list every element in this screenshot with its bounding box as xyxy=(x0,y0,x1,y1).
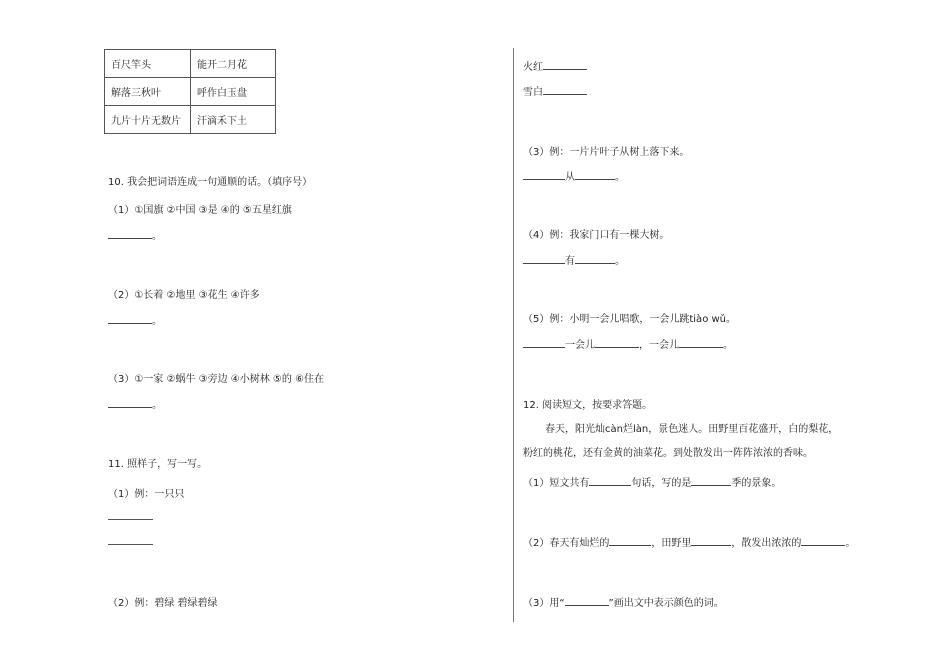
question-text: （1）短文共有 xyxy=(523,478,590,489)
answer-blank[interactable] xyxy=(108,398,152,408)
answer-line[interactable] xyxy=(523,336,733,351)
answer-blank[interactable] xyxy=(108,314,152,324)
period: 。 xyxy=(615,172,625,183)
period: 。 xyxy=(152,231,162,242)
answer-blank[interactable] xyxy=(595,338,639,348)
connector-text: ，一会儿 xyxy=(639,340,679,351)
answer-blank[interactable] xyxy=(523,170,565,180)
question-10-part-2: （2）①长着 ②地里 ③花生 ④许多 xyxy=(108,290,260,301)
column-divider xyxy=(513,48,514,622)
period: 。 xyxy=(152,316,162,327)
answer-line[interactable] xyxy=(523,168,625,183)
matching-table xyxy=(104,49,276,134)
answer-blank[interactable] xyxy=(575,170,615,180)
question-text: ，田野里 xyxy=(651,538,692,549)
answer-blank[interactable] xyxy=(609,536,651,546)
table-cell: 呼作白玉盘 xyxy=(191,78,276,106)
connector-text: 从 xyxy=(565,172,575,183)
question-10-part-1: （1）①国旗 ②中国 ③是 ④的 ⑤五星红旗 xyxy=(108,205,292,216)
answer-line[interactable] xyxy=(108,312,162,327)
period: 。 xyxy=(845,538,856,549)
question-11-title: 11. 照样子，写一写。 xyxy=(108,459,208,470)
answer-blank[interactable] xyxy=(679,338,723,348)
answer-blank[interactable] xyxy=(543,60,587,70)
question-10-title: 10. 我会把词语连成一句通顺的话。（填序号） xyxy=(108,177,313,188)
question-text: ”画出文中表示颜色的词。 xyxy=(608,598,724,609)
question-11-part-5: （5）例：小明一会儿唱歌，一会儿跳tiào wǔ。 xyxy=(523,314,737,325)
question-11-part-3: （3）例：一片片叶子从树上落下来。 xyxy=(523,147,690,158)
period: 。 xyxy=(723,340,733,351)
connector-text: 一会儿 xyxy=(565,340,595,351)
question-12-part-3[interactable] xyxy=(523,594,724,609)
answer-blank[interactable] xyxy=(523,254,565,264)
question-text: 句话，写的是 xyxy=(631,478,692,489)
question-11-part-2: （2）例：碧绿 碧绿碧绿 xyxy=(108,598,218,609)
question-text: 季的景象。 xyxy=(731,478,782,489)
answer-line[interactable] xyxy=(523,252,625,267)
period: 。 xyxy=(152,400,162,411)
answer-blank[interactable] xyxy=(575,254,615,264)
table-row xyxy=(105,106,276,134)
table-cell: 九片十片无数片 xyxy=(105,106,191,134)
answer-line[interactable] xyxy=(523,58,587,73)
table-cell: 汗滴禾下土 xyxy=(191,106,276,134)
table-row xyxy=(105,50,276,78)
question-11-part-4: （4）例：我家门口有一棵大树。 xyxy=(523,230,670,241)
passage-line: 春天，阳光灿càn烂làn，景色迷人。田野里百花盛开，白的梨花， xyxy=(545,424,839,435)
connector-text: 有 xyxy=(565,256,575,267)
question-text: （2）春天有灿烂的 xyxy=(523,538,610,549)
answer-blank[interactable] xyxy=(565,596,609,606)
question-12-title: 12. 阅读短文，按要求答题。 xyxy=(523,400,653,411)
table-cell: 百尺竿头 xyxy=(105,50,191,78)
answer-blank[interactable] xyxy=(543,85,587,95)
answer-blank[interactable] xyxy=(108,519,153,520)
answer-blank[interactable] xyxy=(801,536,845,546)
answer-blank[interactable] xyxy=(691,476,731,486)
word-label: 火红 xyxy=(523,62,543,73)
passage-line: 粉红的桃花，还有金黄的油菜花。到处散发出一阵阵浓浓的香味。 xyxy=(523,448,813,459)
word-label: 雪白 xyxy=(523,87,543,98)
answer-blank[interactable] xyxy=(108,544,153,545)
question-11-part-1: （1）例：一只只 xyxy=(108,489,185,500)
question-12-part-2[interactable] xyxy=(523,534,855,549)
answer-blank[interactable] xyxy=(691,536,731,546)
answer-blank[interactable] xyxy=(108,229,152,239)
table-cell: 解落三秋叶 xyxy=(105,78,191,106)
question-text: （3）用“ xyxy=(523,598,565,609)
question-12-part-1[interactable] xyxy=(523,474,781,489)
answer-line[interactable] xyxy=(523,83,587,98)
answer-blank[interactable] xyxy=(589,476,631,486)
table-row xyxy=(105,78,276,106)
table-cell: 能开二月花 xyxy=(191,50,276,78)
answer-line[interactable] xyxy=(108,227,162,242)
question-10-part-3: （3）①一家 ②蜗牛 ③旁边 ④小树林 ⑤的 ⑥住在 xyxy=(108,374,325,385)
answer-line[interactable] xyxy=(108,396,162,411)
answer-blank[interactable] xyxy=(523,338,565,348)
period: 。 xyxy=(615,256,625,267)
question-text: ，散发出浓浓的 xyxy=(731,538,802,549)
